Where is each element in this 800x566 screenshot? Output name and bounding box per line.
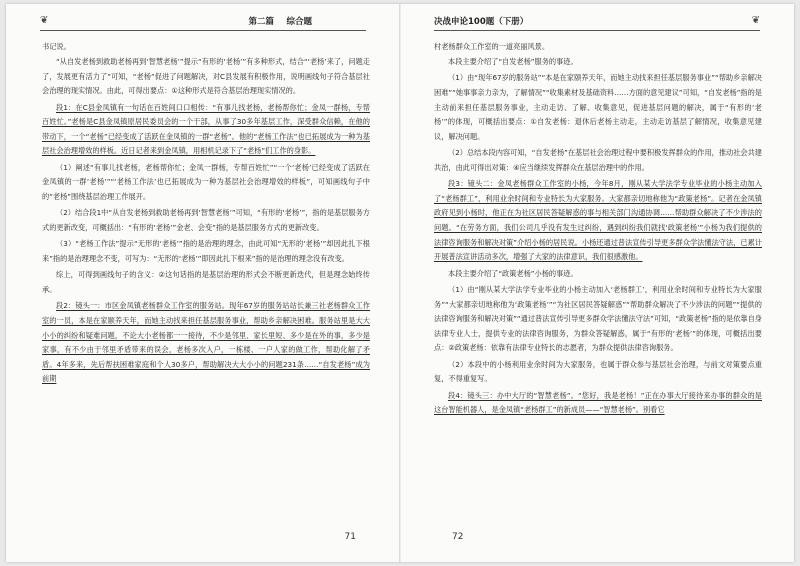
paragraph: （1）阐述“有事儿找老杨，老杨帮你忙；金凤一群杨，专帮百姓忙”“一个‘老杨’已经变成了活跃在金凤镇的一群‘老杨’”“‘老杨工作法’也已拓展成为一种为基层社会治理增效的样板”，可知画线句子中的“老杨”围绕基层治理工作展开。 bbox=[42, 162, 370, 202]
page-number: 71 bbox=[344, 532, 356, 542]
book-spread bbox=[6, 4, 794, 562]
paragraph: （2）总结本段内容可知，“自发老杨”在基层社会治理过程中要积极发挥群众的作用，推动社会共建共治，由此可得出对策：④应当继续发挥群众在基层治理中的作用。 bbox=[434, 148, 762, 172]
left-page-header bbox=[40, 12, 366, 31]
right-page-header bbox=[434, 12, 760, 31]
right-page bbox=[400, 4, 794, 562]
paragraph: 段2：镜头一：市区金凤镇老杨群众工作室的服务站。现年67岁的服务站站长兼三社老杨群众工作室的一员，本是在家颐养天年，而她主动找来担任基层服务事业，帮助乡亲解决困难。服务站里是大大小小的纠纷和疑难问题，不论大小老杨都一一接待，不少是邻里、家长里短、多少是在外的事，多少是家事，有不少由于邻里矛盾带来的误会，老杨多次入户，一栋楼、一户人家的做工作，帮助化解了矛盾。4年多来，先后帮扶困难家庭和个人30多户，帮助解决大大小小的问题231条……“自发老杨”成为前期 bbox=[42, 301, 370, 384]
paragraph: （1）由“刚从某大学法学专业毕业的小杨主动加入‘老杨群工’，利用业余时间和专业特长为大家服务”“大家都亲切地称他为‘政策老杨’”“为社区居民答疑解惑”“帮助群众解决了不少涉法的问题”“提供的法律咨询服务和解决对策”“通过普法宣传引导更多群众学法懂法守法”可知，“政策老杨”指的是依靠自身法律专业人士，提供专业的法律咨询服务，为群众答疑解惑，属于“有形的‘老杨’”的体现，可概括出要点：②政策老杨：依靠有法律专业特长的志愿者，为群众提供法律咨询服务。 bbox=[434, 284, 762, 353]
paragraph: 本段主要介绍了“政策老杨”小杨的事迹。 bbox=[448, 268, 578, 278]
paragraph: 段1：在C县金凤镇有一句话在百姓间口口相传：“有事儿找老杨，老杨帮你忙；金凤一群杨，专帮百姓忙。”老杨是C县金凤镇原居民委员会的一个干部，从事了30多年基层工作，深受群众信赖，在他的带动下，一个“老杨”已经变成了活跃在金凤镇的一群“老杨”。他的“老杨工作法”也已拓展成为一种为基层社会治理增效的样板。近日记者来到金凤镇，用相机记录下了“老杨”们工作的身影。 bbox=[42, 102, 370, 156]
paragraph: 书记说。 bbox=[42, 42, 71, 51]
paragraph: （2）结合段1中“从自发老杨到救助老杨再到‘智慧老杨’”可知，“有形的‘老杨’”，指的是基层服务方式的更新改变，可概括出：“有形的‘老杨’”金老、会变”指的是基层服务方式的更新改变。 bbox=[42, 208, 370, 233]
left-page bbox=[6, 4, 400, 562]
flourish-icon: ❦ bbox=[40, 15, 49, 26]
paragraph: 段3：镜头二：金凤老杨群众工作室的小杨，今年8月，刚从某大学法学专业毕业的小杨主动加入了“老杨群工”，利用业余时间和专业特长为大家服务。大家都亲切地称他为“政策老杨”。记者在金凤镇政府见到小杨时，他正在为社区居民答疑解惑的事与相关部门沟通协调……帮助群众解决了不少涉法的问题。“在劳务方面，我们公司几乎没有发生过纠纷，遇到纠纷我们就找‘政策老杨’”小杨为我们提供的法律咨询服务和解决对策”介绍小杨的居民说。小杨还通过普法宣传引导更多群众学法懂法守法，已累计开展普法宣讲活动多次，增强了大家的法律意识，我们很感激他。 bbox=[434, 179, 762, 262]
page-number: 72 bbox=[452, 532, 464, 542]
book-title: 决战申论100题（下册） bbox=[434, 17, 529, 27]
paragraph: “从自发老杨到救助老杨再到‘智慧老杨’”提示“有形的‘老杨’”有多种形式，结合“‘老杨’来了，问题走了，发展更有活力了”可知，“老杨”促进了问题解决，对C县发展有积极作用，说明画线句子符合基层社会治理的现实情况。由此，可得出要点：①这种形式是符合基层治理现实情况的。 bbox=[42, 57, 370, 96]
paragraph: 段4：镜头三：办中大厅的“智慧老杨”。“您好，我是老杨！”正在办事大厅接待来办事的群众的是这台智能机器人，是金凤镇“老杨群工”的新成员——“智慧老杨”。别看它 bbox=[434, 390, 762, 415]
paragraph: 本段主要介绍了“自发老杨”服务的事迹。 bbox=[448, 57, 578, 67]
paragraph: 综上，可得到画线句子的含义：②这句话指的是基层治理的形式会不断更新迭代，但是理念始终传承。 bbox=[42, 270, 370, 294]
section-title: 综合题 bbox=[286, 17, 312, 27]
flourish-icon: ❦ bbox=[751, 15, 760, 26]
right-page-body bbox=[434, 40, 762, 420]
paragraph: 村老杨群众工作室的一道亮丽风景。 bbox=[434, 42, 550, 51]
left-page-body bbox=[42, 40, 370, 389]
paragraph: （1）由“现年67岁的服务站”“本是在家颐养天年，而她主动找来担任基层服务事业”“帮助乡亲解决困难”“她事事亲力亲为，了解情况”“收集素材及基础资料……方面的意见建议”可知，“自发老杨”指的是主动前来担任基层服务事业，主动走访、了解、收集意见，促进基层问题的解决，属于“有形的‘老杨’”的体现，可概括出要点：①自发老杨：退休后老杨主动走，主动走访基层了解情况，收集意见建议，解决问题。 bbox=[434, 73, 762, 141]
paragraph: （3）“老杨工作法”提示“无形的‘老杨’”指的是治理的理念，由此可知“无形的‘老杨’”却因此扎下根来”指的是治理理念不变，可写为：“无形的‘老杨’”即因此扎下根来”指的是治理的理念没有改变。 bbox=[42, 239, 370, 263]
part-title: 第二篇 bbox=[248, 17, 274, 27]
paragraph: （2）本段中的小杨利用业余时间为大家服务，也属于群众参与基层社会治理，与前文对策要点重复，不得重复写。 bbox=[434, 359, 762, 384]
